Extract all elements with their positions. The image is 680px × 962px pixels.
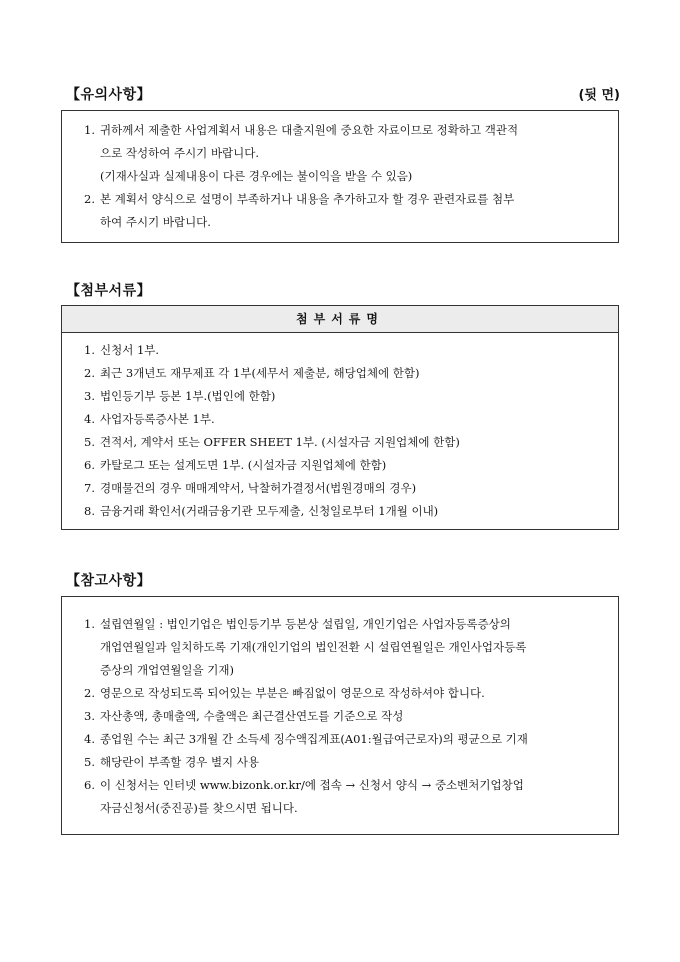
item-text: 설립연월일 : 법인기업은 법인등기부 등본상 설립일, 개인기업은 사업자등록증상의 (100, 617, 511, 631)
item-number: 7. (84, 481, 95, 495)
item-number: 3. (84, 709, 95, 723)
item-number: 6. (84, 778, 95, 792)
item-number: 4. (84, 732, 95, 746)
item-text: 최근 3개년도 재무제표 각 1부(세무서 제출분, 해당업체에 한함) (100, 366, 420, 380)
item-number: 6. (84, 458, 95, 472)
notes-item-1 (62, 119, 618, 188)
reference-item-4 (62, 728, 618, 751)
item-number: 1. (84, 343, 95, 357)
reference-item-3 (62, 705, 618, 728)
item-text-continued: 증상의 개업연월일을 기재) (100, 663, 234, 677)
item-text: 영문으로 작성되도록 되어있는 부분은 빠짐없이 영문으로 작성하셔야 합니다. (100, 686, 485, 700)
item-text: 견적서, 계약서 또는 OFFER SHEET 1부. (시설자금 지원업체에 한함) (100, 435, 460, 449)
item-text: 경매물건의 경우 매매계약서, 낙찰허가결정서(법원경매의 경우) (100, 481, 417, 495)
attachment-item-1 (62, 339, 618, 362)
item-text: 카탈로그 또는 설계도면 1부. (시설자금 지원업체에 한함) (100, 458, 387, 472)
item-text: 이 신청서는 인터넷 www.bizonk.or.kr/에 접속 → 신청서 양식 → 중소벤처기업창업 (100, 778, 524, 792)
item-text: 귀하께서 제출한 사업계획서 내용은 대출지원에 중요한 자료이므로 정확하고 객관적 (100, 123, 519, 137)
attachment-item-3 (62, 385, 618, 408)
item-number: 2. (84, 366, 95, 380)
item-text: 본 계획서 양식으로 설명이 부족하거나 내용을 추가하고자 할 경우 관련자료를 첨부 (100, 192, 515, 206)
item-number: 5. (84, 755, 95, 769)
item-text: 신청서 1부. (100, 343, 160, 357)
item-number: 2. (84, 192, 95, 206)
attachment-item-6 (62, 454, 618, 477)
item-text-continued: 개업연월일과 일치하도록 기재(개인기업의 법인전환 시 설립연월일은 개인사업자등록 (100, 640, 527, 654)
item-number: 8. (84, 504, 95, 518)
attachment-item-2 (62, 362, 618, 385)
reference-item-6 (62, 774, 618, 820)
item-text-continued: 하여 주시기 바랍니다. (100, 215, 211, 229)
reference-item-1 (62, 613, 618, 682)
item-note: (기재사실과 실제내용이 다른 경우에는 불이익을 받을 수 있음) (100, 169, 413, 183)
attachments-heading: 【첨부서류】 (66, 283, 152, 299)
item-number: 1. (84, 617, 95, 631)
reference-heading: 【참고사항】 (66, 573, 152, 589)
notes-box (61, 110, 619, 243)
notes-heading: 【유의사항】 (66, 87, 152, 103)
item-text: 종업원 수는 최근 3개월 간 소득세 징수액집계표(A01:월급여근로자)의 평균으로 기재 (100, 732, 528, 746)
item-number: 1. (84, 123, 95, 137)
item-text-continued: 으로 작성하여 주시기 바랍니다. (100, 146, 260, 160)
item-number: 2. (84, 686, 95, 700)
item-text: 해당란이 부족할 경우 별지 사용 (100, 755, 260, 769)
attachment-item-5 (62, 431, 618, 454)
item-text: 자산총액, 총매출액, 수출액은 최근결산연도를 기준으로 작성 (100, 709, 404, 723)
item-text: 금융거래 확인서(거래금융기관 모두제출, 신청일로부터 1개월 이내) (100, 504, 439, 518)
table-header: 첨부서류명 (62, 306, 618, 333)
reference-item-2 (62, 682, 618, 705)
item-number: 3. (84, 389, 95, 403)
reference-item-5 (62, 751, 618, 774)
attachment-item-4 (62, 408, 618, 431)
item-text: 법인등기부 등본 1부.(법인에 한함) (100, 389, 276, 403)
item-text: 사업자등록증사본 1부. (100, 412, 215, 426)
notes-item-2 (62, 188, 618, 234)
reference-box (61, 596, 619, 835)
item-number: 4. (84, 412, 95, 426)
attachment-item-7 (62, 477, 618, 500)
back-page-label: (뒷 면) (578, 88, 620, 103)
attachment-item-8 (62, 500, 618, 523)
item-number: 5. (84, 435, 95, 449)
attachments-table (61, 305, 619, 530)
item-text-continued: 자금신청서(중진공)를 찾으시면 됩니다. (100, 801, 298, 815)
